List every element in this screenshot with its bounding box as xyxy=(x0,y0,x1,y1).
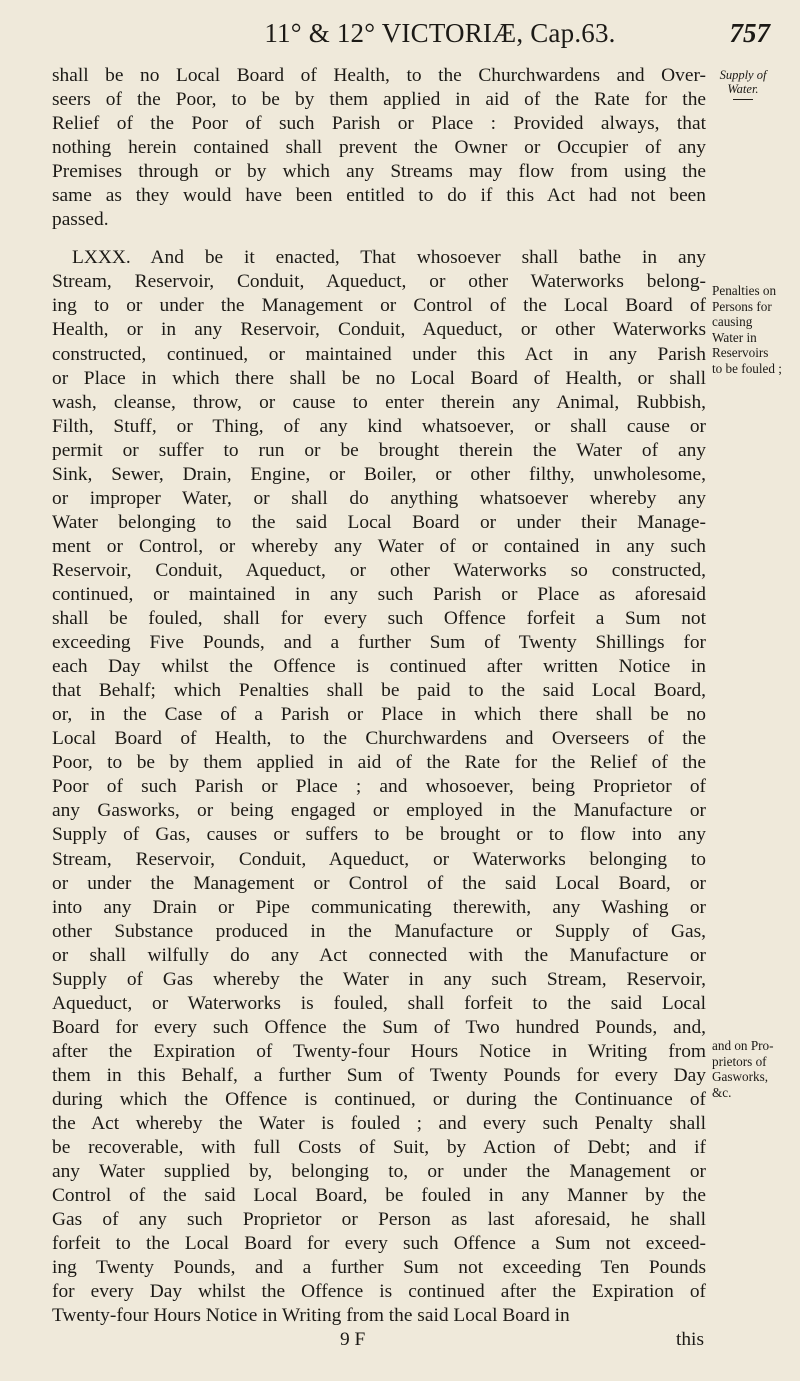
paragraph-gap xyxy=(52,232,706,246)
text-line: ing to or under the Management or Control of the Local Board of xyxy=(52,295,706,317)
margin-note-line: Water in xyxy=(712,329,757,345)
text-line: ment or Control, or whereby any Water of or contained in any such xyxy=(52,535,706,557)
text-line: permit or suffer to run or be brought therein the Water of any xyxy=(52,439,706,461)
text-line: same as they would have been entitled to do if this Act had not been xyxy=(52,185,706,207)
body-text xyxy=(52,64,706,1352)
margin-note-line: Reservoirs xyxy=(712,345,769,360)
catchword: this xyxy=(675,1329,704,1351)
text-line: be recoverable, with full Costs of Suit, by Action of Debt; and if xyxy=(52,1137,706,1159)
text-line: Stream, Reservoir, Conduit, Aqueduct, or other Waterworks belong- xyxy=(52,271,706,293)
text-line: Local Board of Health, to the Churchwardens and Overseers of the xyxy=(52,728,706,750)
margin-note-line: &c. xyxy=(712,1084,732,1100)
text-line: or, in the Case of a Parish or Place in which there shall be no xyxy=(52,704,706,726)
text-line: Board for every such Offence the Sum of Two hundred Pounds, and, xyxy=(52,1016,706,1038)
text-line: Supply of Gas whereby the Water in any such Stream, Reservoir, xyxy=(52,968,706,990)
text-line: Premises through or by which any Streams may flow from using the xyxy=(52,161,706,183)
text-line: for every Day whilst the Offence is continued after the Expiration of xyxy=(52,1281,706,1303)
text-line: or Place in which there shall be no Local Board of Health, or shall xyxy=(52,367,706,389)
margin-note-supply-of-water xyxy=(712,68,774,100)
text-line: each Day whilst the Offence is continued after written Notice in xyxy=(52,656,706,678)
text-line: Water belonging to the said Local Board or under their Manage- xyxy=(52,511,706,533)
text-line: Stream, Reservoir, Conduit, Aqueduct, or Waterworks belonging to xyxy=(52,848,706,870)
text-line: the Act whereby the Water is fouled ; and every such Penalty shall xyxy=(52,1113,706,1135)
text-line: shall be no Local Board of Health, to the Churchwardens and Over- xyxy=(52,65,706,86)
margin-note-line: and on Pro- xyxy=(712,1038,774,1053)
text-line: continued, or maintained in any such Parish or Place as aforesaid xyxy=(52,583,706,605)
text-line: during which the Offence is continued, or during the Continuance of xyxy=(52,1088,706,1110)
text-line: after the Expiration of Twenty-four Hours Notice in Writing from xyxy=(52,1040,706,1062)
text-line: other Substance produced in the Manufacture or Supply of Gas, xyxy=(52,920,706,942)
margin-note-penalties xyxy=(712,283,798,376)
text-line: LXXX. And be it enacted, That whosoever shall bathe in any xyxy=(72,247,706,269)
margin-note-line: Penalties on xyxy=(712,283,777,298)
text-line: or improper Water, or shall do anything whatsoever whereby any xyxy=(52,487,706,509)
text-line: Health, or in any Reservoir, Conduit, Aqueduct, or other Waterworks xyxy=(52,319,706,341)
text-line: any Gasworks, or being engaged or employed in the Manufacture or xyxy=(52,800,706,822)
catchword-line xyxy=(52,1328,706,1352)
margin-note-line: Supply of xyxy=(719,68,767,82)
text-line: forfeit to the Local Board for every such Offence a Sum not exceed- xyxy=(52,1233,706,1255)
text-line: any Water supplied by, belonging to, or under the Management or xyxy=(52,1161,706,1183)
text-line: or shall wilfully do any Act connected with the Manufacture or xyxy=(52,944,706,966)
text-line: Filth, Stuff, or Thing, of any kind whatsoever, or shall cause or xyxy=(52,415,706,437)
text-line: Poor, to be by them applied in aid of the Rate for the Relief of the xyxy=(52,752,706,774)
text-line: shall be fouled, shall for every such Offence forfeit a Sum not xyxy=(52,608,706,630)
margin-note-gas-proprietors xyxy=(712,1038,798,1100)
signature-mark: 9 F xyxy=(340,1329,366,1351)
text-line: constructed, continued, or maintained under this Act in any Parish xyxy=(52,343,706,365)
text-line: them in this Behalf, a further Sum of Twenty Pounds for every Day xyxy=(52,1064,706,1086)
text-line: seers of the Poor, to be by them applied in aid of the Rate for the xyxy=(52,89,706,111)
margin-note-line: Persons for xyxy=(712,298,772,314)
paragraph-section-lxxx xyxy=(52,246,706,1328)
running-title: 11° & 12° VICTORIÆ, Cap.63. xyxy=(264,18,616,48)
text-line: Twenty-four Hours Notice in Writing from the said Local Board in xyxy=(52,1305,570,1327)
text-line: passed. xyxy=(52,209,109,231)
text-line: or under the Management or Control of the said Local Board, or xyxy=(52,872,706,894)
text-line: ing Twenty Pounds, and a further Sum not exceeding Ten Pounds xyxy=(52,1257,706,1279)
margin-note-line: to be fouled ; xyxy=(712,360,782,376)
margin-note-line: Water. xyxy=(727,82,759,96)
text-line: Reservoir, Conduit, Aqueduct, or other Waterworks so constructed, xyxy=(52,559,706,581)
text-line: Relief of the Poor of such Parish or Place : Provided always, that xyxy=(52,113,706,135)
margin-note-line: prietors of xyxy=(712,1053,767,1069)
text-line: Gas of any such Proprietor or Person as last aforesaid, he shall xyxy=(52,1209,706,1231)
text-line: Poor of such Parish or Place ; and whosoever, being Proprietor of xyxy=(52,776,706,798)
text-line: nothing herein contained shall prevent the Owner or Occupier of any xyxy=(52,137,706,159)
text-line: Sink, Sewer, Drain, Engine, or Boiler, or other filthy, unwholesome, xyxy=(52,463,706,485)
text-line: that Behalf; which Penalties shall be paid to the said Local Board, xyxy=(52,680,706,702)
text-line: into any Drain or Pipe communicating therewith, any Washing or xyxy=(52,896,706,918)
text-line: Aqueduct, or Waterworks is fouled, shall forfeit to the said Local xyxy=(52,992,706,1014)
margin-note-line: causing xyxy=(712,314,753,329)
text-line: Supply of Gas, causes or suffers to be brought or to flow into any xyxy=(52,824,706,846)
text-line: exceeding Five Pounds, and a further Sum of Twenty Shillings for xyxy=(52,632,706,654)
margin-note-rule xyxy=(733,99,753,100)
text-line: Control of the said Local Board, be fouled in any Manner by the xyxy=(52,1185,706,1207)
paragraph-water-supply xyxy=(52,64,706,232)
text-line: wash, cleanse, throw, or cause to enter therein any Animal, Rubbish, xyxy=(52,391,706,413)
running-head xyxy=(110,14,770,58)
page-number: 757 xyxy=(729,18,770,48)
margin-note-line: Gasworks, xyxy=(712,1069,769,1084)
